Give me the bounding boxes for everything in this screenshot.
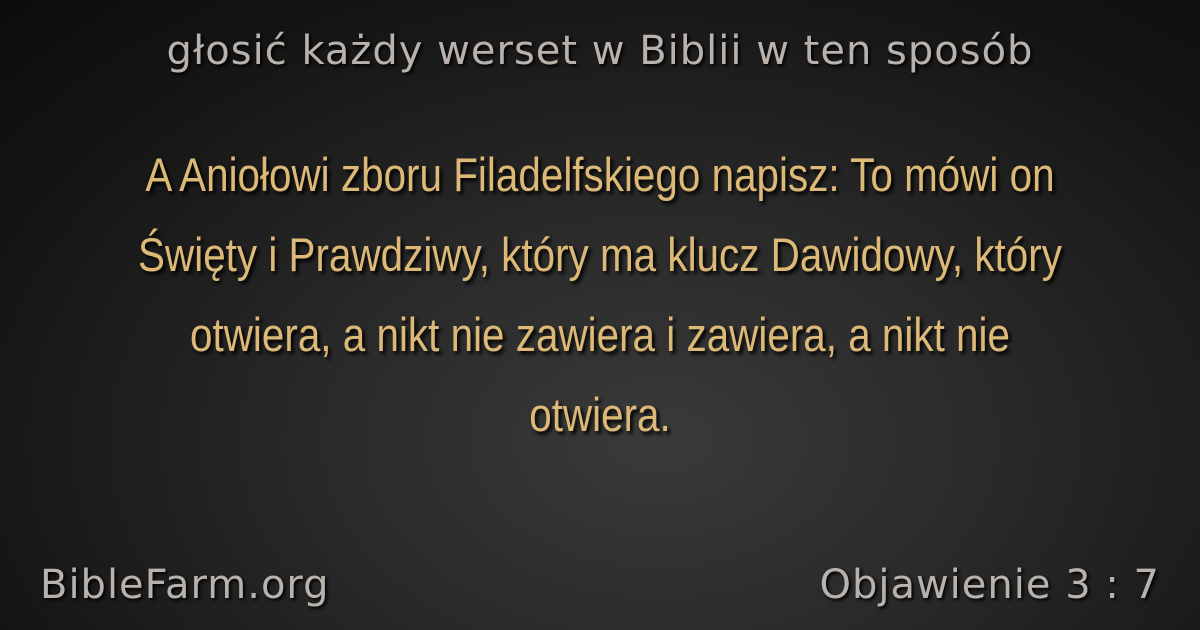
header-tagline: głosić każdy werset w Biblii w ten sposób xyxy=(166,28,1034,74)
site-name: BibleFarm.org xyxy=(40,562,330,608)
verse-text: A Aniołowi zboru Filadelfskiego napisz: To mówi on Święty i Prawdziwy, który ma klucz Dawidowy, który otwiera, a nikt nie zawiera i zawiera, a nikt nie otwiera. xyxy=(138,148,1062,441)
verse-reference: Objawienie 3 : 7 xyxy=(819,562,1160,608)
